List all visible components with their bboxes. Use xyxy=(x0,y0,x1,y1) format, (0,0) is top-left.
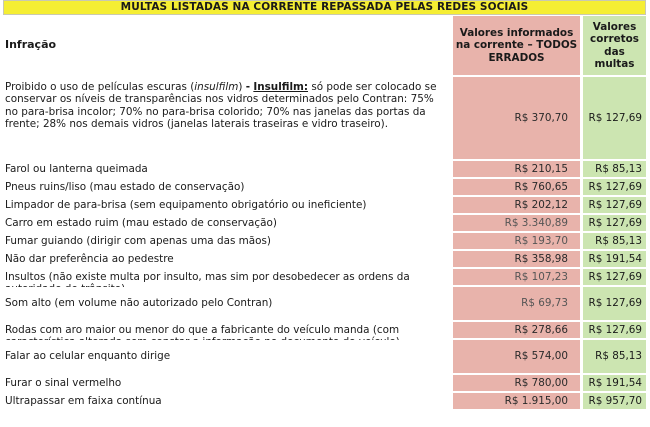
infracao-cell: Insultos (não existe multa por insulto, mas sim por desobedecer as ordens da xyxy=(3,269,449,285)
valor-correto-cell: R$ 127,69 xyxy=(583,179,646,195)
valor-correto-cell: R$ 85,13 xyxy=(583,161,646,177)
infracao-cell: Farol ou lanterna queimada xyxy=(3,161,449,177)
header-infracao: Infração xyxy=(5,38,57,52)
valor-informado-cell: R$ 210,15 xyxy=(453,161,580,177)
infracao-cell: Som alto (em volume não autorizado pelo Contran) xyxy=(3,287,449,320)
valor-correto-cell: R$ 127,69 xyxy=(583,322,646,338)
infracao-cell: Ultrapassar em faixa contínua xyxy=(3,393,449,409)
valor-correto-cell: R$ 85,13 xyxy=(583,340,646,373)
valor-correto-cell: R$ 127,69 xyxy=(583,215,646,231)
header-valores-informados: Valores informados na corrente – TODOS ERRADOS xyxy=(453,16,580,75)
valor-informado-cell: R$ 3.340,89 xyxy=(453,215,580,231)
valor-informado-cell: R$ 107,23 xyxy=(453,269,580,285)
valor-correto-cell: R$ 957,70 xyxy=(583,393,646,409)
valor-informado-cell: R$ 760,65 xyxy=(453,179,580,195)
infracao-cell: Fumar guiando (dirigir com apenas uma das mãos) xyxy=(3,233,449,249)
valor-informado-cell: R$ 358,98 xyxy=(453,251,580,267)
infracao-cell: Rodas com aro maior ou menor do que a fabricante do veículo manda (com xyxy=(3,322,449,338)
infracao-cell xyxy=(3,77,449,159)
valor-informado-cell: R$ 202,12 xyxy=(453,197,580,213)
fines-table xyxy=(3,16,646,427)
valor-correto-cell: R$ 191,54 xyxy=(583,251,646,267)
valor-correto-cell: R$ 127,69 xyxy=(583,269,646,285)
valor-informado-cell: R$ 69,73 xyxy=(453,287,580,320)
infracao-cell: Pneus ruins/liso (mau estado de conservação) xyxy=(3,179,449,195)
valor-correto-cell: R$ 127,69 xyxy=(583,287,646,320)
valor-informado-cell: R$ 193,70 xyxy=(453,233,580,249)
valor-informado-cell: R$ 780,00 xyxy=(453,375,580,391)
header-valores-corretos: Valores corretos das multas xyxy=(583,16,646,75)
valor-informado-cell: R$ 370,70 xyxy=(453,77,580,159)
valor-informado-cell: R$ 278,66 xyxy=(453,322,580,338)
valor-correto-cell: R$ 85,13 xyxy=(583,233,646,249)
valor-correto-cell: R$ 127,69 xyxy=(583,197,646,213)
infracao-cell: Furar o sinal vermelho xyxy=(3,375,449,391)
table-title: MULTAS LISTADAS NA CORRENTE REPASSADA PELAS REDES SOCIAIS xyxy=(3,0,646,15)
infracao-text: Proibido o uso de películas escuras (insulfilm) - Insulfilm: só pode ser colocado se conservar os níveis de transparências nos vidros determinados pelo Contran: 75% no para-brisa incolor; 70% no para-brisa colorido; 70% nas janelas das portas da frente; 28% nos demais vidros (janelas laterais traseiras e vidro traseiro). xyxy=(5,81,437,130)
valor-correto-cell: R$ 127,69 xyxy=(583,77,646,159)
valor-informado-cell: R$ 1.915,00 xyxy=(453,393,580,409)
infracao-cell: Não dar preferência ao pedestre xyxy=(3,251,449,267)
valor-informado-cell: R$ 574,00 xyxy=(453,340,580,373)
valor-correto-cell: R$ 191,54 xyxy=(583,375,646,391)
infracao-cell: Limpador de para-brisa (sem equipamento obrigatório ou ineficiente) xyxy=(3,197,449,213)
infracao-cell: Falar ao celular enquanto dirige xyxy=(3,340,449,373)
infracao-cell: Carro em estado ruim (mau estado de conservação) xyxy=(3,215,449,231)
